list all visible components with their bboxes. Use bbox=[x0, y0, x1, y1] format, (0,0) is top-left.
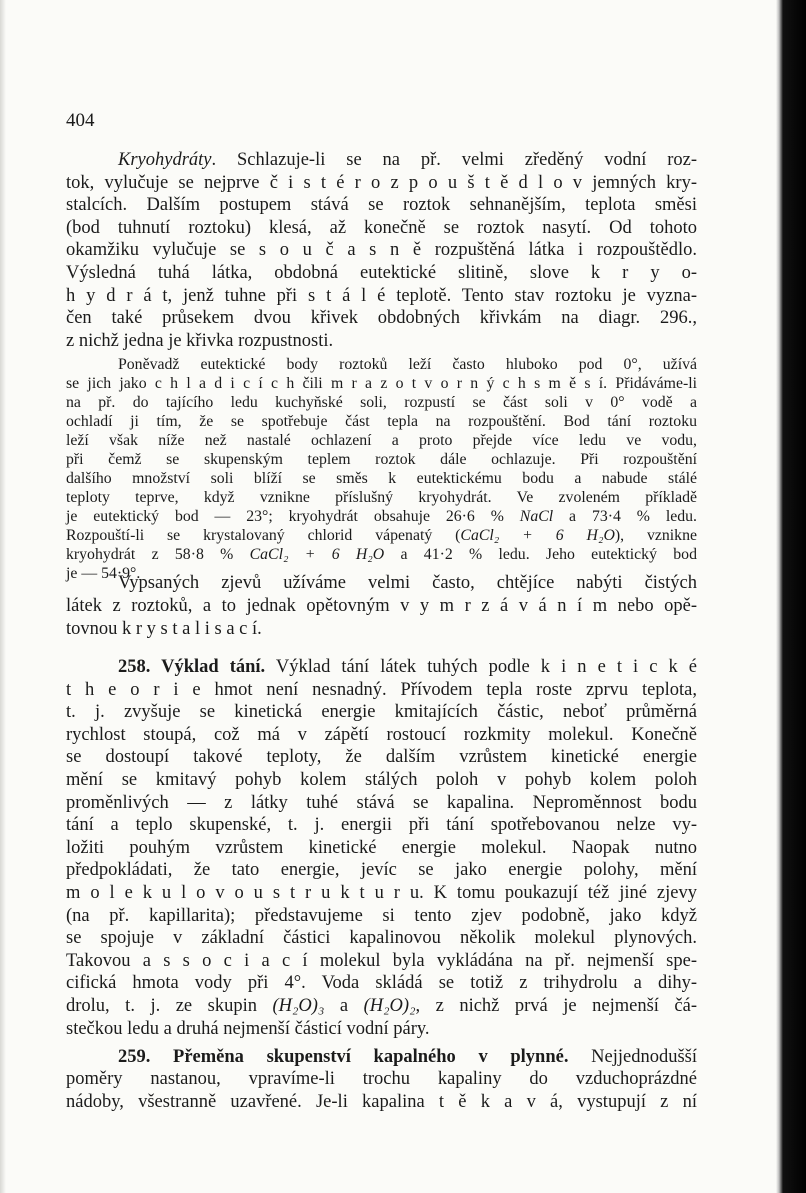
text-line: rychlost stoupá, což má v zápětí rostoucí rozkmity molekul. Konečně bbox=[66, 724, 697, 745]
text-line: m o l e k u l o v o u s t r u k t u r u. K tomu poukazují též jiné zjevy bbox=[66, 882, 697, 903]
text-line: Výsledná tuhá látka, obdobná eutektické slitině, slove k r y o- bbox=[66, 262, 697, 283]
text-line: látek z roztoků, a to jednak opětovným v y m r z á v á n í m nebo opě- bbox=[66, 596, 697, 616]
text-line: z nichž jedna je křivka rozpustnosti. bbox=[66, 330, 334, 351]
text-line: čen také průsekem dvou křivek obdobných křivkám na diagr. 296., bbox=[66, 308, 697, 329]
text-line: okamžiku vylučuje se s o u č a s n ě rozpuštěná látka i rozpouštědlo. bbox=[66, 240, 697, 261]
text-line bbox=[66, 656, 697, 679]
text-line bbox=[66, 526, 697, 545]
text-line: ložiti pouhým vzrůstem kinetické energie molekul. Naopak nutno bbox=[66, 837, 697, 858]
text-line: stalcích. Dalším postupem stává se roztok sehnanějším, teplota směsi bbox=[66, 195, 697, 216]
text-line bbox=[66, 545, 697, 564]
text-line: poměry nastanou, vpravíme-li trochu kapaliny do vzduchoprázdné bbox=[66, 1069, 697, 1090]
text-run: Rozpouští-li se krystalovaný chlorid vápenatý ( bbox=[66, 527, 461, 544]
text-line: na př. do tajícího ledu kuchyňské soli, rozpustí se část soli v 0° vodě a bbox=[66, 394, 697, 411]
italic-term: CaCl₂ + 6 H₂O bbox=[249, 546, 385, 563]
scan-left-edge bbox=[0, 0, 6, 1193]
text-line: předpokládati, že tato energie, jevíc se jako energie polohy, mění bbox=[66, 860, 697, 881]
text-run: drolu, t. j. ze skupin bbox=[66, 995, 273, 1016]
text-line: tání a teplo skupenské, t. j. energii při tání spotřebovanou nelze vy- bbox=[66, 815, 697, 836]
section-heading: 258. Výklad tání. bbox=[118, 657, 266, 677]
scan-right-edge bbox=[776, 0, 806, 1193]
text-run: . Schlazuje-li se na př. velmi zředěný vodní roz- bbox=[211, 150, 697, 170]
text-run: Výklad tání látek tuhých podle k i n e t i c k é bbox=[265, 657, 697, 677]
text-line bbox=[66, 995, 697, 1018]
text-line: t h e o r i e hmot není nesnadný. Přívodem tepla roste zprvu teplota, bbox=[66, 679, 697, 700]
text-line: teploty teprve, když vznikne příslušný kryohydrát. Ve zvoleném příkladě bbox=[66, 489, 697, 506]
text-line: je — 54·9°. bbox=[66, 565, 141, 582]
text-line: nádoby, všestranně uzavřené. Je-li kapalina t ě k a v á, vystupují z ní bbox=[66, 1091, 697, 1112]
text-run: a 73·4 % ledu. bbox=[553, 508, 697, 525]
text-line bbox=[66, 507, 697, 526]
text-line: leží však níže než nastalé ochlazení a proto přejde více ledu ve vodu, bbox=[66, 432, 697, 449]
section-heading: 259. Přeměna skupenství kapalného v plynné. bbox=[118, 1047, 569, 1067]
text-line: h y d r á t, jenž tuhne při s t á l é teplotě. Tento stav roztoku je vyzna- bbox=[66, 285, 697, 306]
text-line: t. j. zvyšuje se kinetická energie kmitajících částic, neboť průměrná bbox=[66, 702, 697, 723]
text-line: Takovou a s s o c i a c í molekul byla vykládána na př. nejmenší spe- bbox=[66, 950, 697, 971]
text-line: stečkou ledu a druhá nejmenší částicí vodní páry. bbox=[66, 1018, 430, 1039]
text-run: , z nichž prvá je nejmenší čá- bbox=[415, 995, 697, 1016]
italic-term: (H₂O)₃ bbox=[272, 995, 325, 1016]
text-line: ochladí ji tím, že se spotřebuje část tepla na rozpouštění. Bod tání roztoku bbox=[66, 413, 697, 430]
italic-term: CaCl₂ + 6 H₂O bbox=[460, 527, 615, 544]
paragraph-kryohydraty bbox=[66, 149, 697, 352]
paragraph-vypsanych-zjevu bbox=[66, 572, 697, 641]
text-line: Vypsaných zjevů užíváme velmi často, chtějíce nabýti čistých bbox=[118, 573, 697, 593]
text-run: je eutektický bod — 23°; kryohydrát obsahuje 26·6 % bbox=[66, 508, 520, 525]
paragraph-eutectic-note bbox=[66, 355, 697, 583]
text-run: a bbox=[324, 995, 364, 1016]
text-line: cifická hmota vody při 4°. Voda skládá se totiž z trihydrolu a dihy- bbox=[66, 973, 697, 994]
text-line bbox=[66, 1046, 697, 1068]
page-number: 404 bbox=[66, 110, 95, 131]
text-line: proměnlivých — z látky tuhé stává se kapalina. Neproměnnost bodu bbox=[66, 792, 697, 813]
text-line: (bod tuhnutí roztoku) klesá, až konečně se roztok nasytí. Od tohoto bbox=[66, 217, 697, 238]
italic-term: (H₂O)₂ bbox=[363, 995, 416, 1016]
text-line: tovnou k r y s t a l i s a c í. bbox=[66, 619, 262, 639]
section-259-premena-skupenstvi bbox=[66, 1046, 697, 1113]
text-line: (na př. kapillarita); představujeme si tento zjev podobně, jako když bbox=[66, 905, 697, 926]
text-line: mění se kmitavý pohyb kolem stálých poloh v pohyb kolem poloh bbox=[66, 769, 697, 790]
section-258-vyklad-tani bbox=[66, 656, 697, 1040]
text-line bbox=[66, 149, 697, 172]
text-run: kryohydrát z 58·8 % bbox=[66, 546, 250, 563]
text-line: tok, vylučuje se nejprve č i s t é r o z p o u š t ě d l o v jemných kry- bbox=[66, 172, 697, 193]
text-run: Nejjednodušší bbox=[568, 1047, 697, 1067]
text-line: se jich jako c h l a d i c í c h čili m r a z o t v o r n ý c h s m ě s í. Přidáváme-li bbox=[66, 375, 697, 392]
text-line: se dostoupí takové teploty, že dalším vzrůstem kinetické energie bbox=[66, 747, 697, 768]
text-line: Poněvadž eutektické body roztoků leží často hluboko pod 0°, užívá bbox=[118, 356, 697, 373]
text-run: a 41·2 % ledu. Jeho eutektický bod bbox=[384, 546, 697, 563]
text-line: dalšího množství soli blíží se směs k eutektickému bodu a nabude stálé bbox=[66, 470, 697, 487]
italic-term: Kryohydráty bbox=[118, 150, 212, 170]
text-run: ), vznikne bbox=[614, 527, 697, 544]
italic-term: NaCl bbox=[519, 508, 554, 525]
text-line: se spojuje v základní částici kapalinovou několik molekul plynových. bbox=[66, 928, 697, 949]
text-line: při čemž se skupenským teplem roztok dále ochlazuje. Při rozpouštění bbox=[66, 451, 697, 468]
